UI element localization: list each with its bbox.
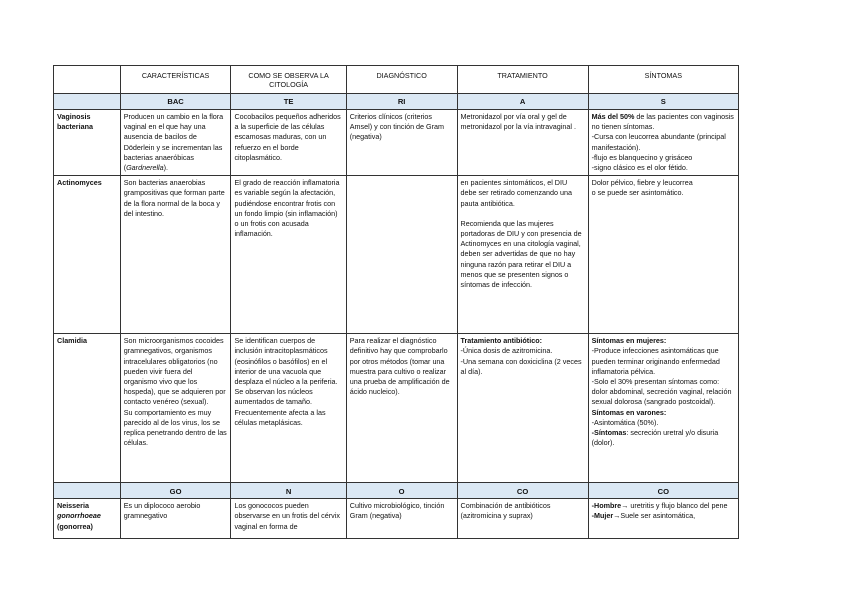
cell-tratamiento: en pacientes sintomáticos, el DIU debe ser retirado comenzando una pauta antibiótica. Recomienda que las mujeres portadoras de DIU y con presencia de Actinomyces en una citología vaginal, deben ser advertidas de que no hay ninguna razón para retirar el DIU a menos que se presenten signos o síntomas de infección. (457, 176, 588, 334)
header-citologia: COMO SE OBSERVA LA CITOLOGÍA (231, 66, 346, 94)
cell-citologia: El grado de reacción inflamatoria es variable según la afectación, pudiéndose encontrar frotis con un fondo limpio (sin inflamación) o un frotis con acusada inflamación. (231, 176, 346, 334)
cell-diagnostico: Cultivo microbiológico, tinción Gram (negativa) (346, 499, 457, 539)
row-label: Actinomyces (54, 176, 121, 334)
band-row-2 (54, 483, 739, 499)
header-row (54, 66, 739, 94)
band-cell (54, 483, 121, 499)
cell-sintomas: -Hombre→ uretritis y flujo blanco del pene -Mujer→Suele ser asintomática, (588, 499, 738, 539)
band-cell: TE (231, 94, 346, 110)
row-label: Vaginosis bacteriana (54, 110, 121, 176)
header-caracteristicas: CARACTERÍSTICAS (120, 66, 231, 94)
row-neisseria (54, 499, 739, 539)
cell-tratamiento: Metronidazol por vía oral y gel de metronidazol por la vía intravaginal . (457, 110, 588, 176)
cell-diagnostico: Criterios clínicos (criterios Amsel) y con tinción de Gram (negativa) (346, 110, 457, 176)
header-diagnostico: DIAGNÓSTICO (346, 66, 457, 94)
band-row-1 (54, 94, 739, 110)
cell-tratamiento: Combinación de antibióticos (azitromicina y suprax) (457, 499, 588, 539)
band-cell (54, 94, 121, 110)
band-cell: S (588, 94, 738, 110)
cell-diagnostico: Para realizar el diagnóstico definitivo hay que comprobarlo por otros métodos (tomar una muestra para cultivo o realizar una prueba de amplificación de ácido nucleico). (346, 334, 457, 483)
cell-caracteristicas: Son bacterias anaerobias grampositivas que forman parte de la flora normal de la boca y del intestino. (120, 176, 231, 334)
band-cell: RI (346, 94, 457, 110)
cell-citologia: Se identifican cuerpos de inclusión intracitoplasmáticos (eosinófilos o basófilos) en el interior de una vacuola que desplaza el núcleo a la periferia. Se observan los núcleos aumentados de tamaño. Frecuentemente afecta a las células metaplásicas. (231, 334, 346, 483)
header-tratamiento: TRATAMIENTO (457, 66, 588, 94)
band-cell: GO (120, 483, 231, 499)
cell-sintomas: Síntomas en mujeres: -Produce infecciones asintomáticas que pueden terminar originando enfermedad inflamatoria pélvica. -Solo el 30% presentan síntomas como: dolor abdominal, secreción vaginal, relación sexual dolorosa (sangrado postcoidal). Síntomas en varones: -Asintomática (50%). -Síntomas: secreción uretral y/o disuria (dolor). (588, 334, 738, 483)
cell-sintomas: Dolor pélvico, fiebre y leucorrea o se puede ser asintomático. (588, 176, 738, 334)
cell-caracteristicas: Es un diplococo aerobio gramnegativo (120, 499, 231, 539)
row-label: Clamidia (54, 334, 121, 483)
header-blank (54, 66, 121, 94)
row-vaginosis (54, 110, 739, 176)
header-sintomas: SÍNTOMAS (588, 66, 738, 94)
band-cell: A (457, 94, 588, 110)
disease-table (53, 65, 739, 539)
band-cell: BAC (120, 94, 231, 110)
band-cell: CO (588, 483, 738, 499)
cell-caracteristicas: Producen un cambio en la flora vaginal en el que hay una ausencia de bacilos de Döderlein y se incrementan las bacterias anaeróbicas (Gardnerella). (120, 110, 231, 176)
cell-diagnostico (346, 176, 457, 334)
band-cell: CO (457, 483, 588, 499)
cell-sintomas: Más del 50% de las pacientes con vaginosis no tienen síntomas. -Cursa con leucorrea abundante (principal manifestación). -flujo es blanquecino y grisáceo -signo clásico es el olor fétido. (588, 110, 738, 176)
row-clamidia (54, 334, 739, 483)
band-cell: N (231, 483, 346, 499)
band-cell: O (346, 483, 457, 499)
cell-tratamiento: Tratamiento antibiótico: -Única dosis de azitromicina. -Una semana con doxiciclina (2 veces al día). (457, 334, 588, 483)
cell-citologia: Cocobacilos pequeños adheridos a la superficie de las células escamosas maduras, con un refuerzo en el borde citoplasmático. (231, 110, 346, 176)
row-actinomyces (54, 176, 739, 334)
cell-citologia: Los gonococos pueden observarse en un frotis del cérvix vaginal en forma de (231, 499, 346, 539)
cell-caracteristicas: Son microorganismos cocoides gramnegativos, organismos intracelulares obligatorios (no pueden vivir fuera del organismo vivo que los hospeda), que se adquieren por contacto venéreo (sexual). Su comportamiento es muy parecido al de los virus, los se replica penetrando dentro de las células. (120, 334, 231, 483)
row-label: Neisseria gonorrhoeae (gonorrea) (54, 499, 121, 539)
